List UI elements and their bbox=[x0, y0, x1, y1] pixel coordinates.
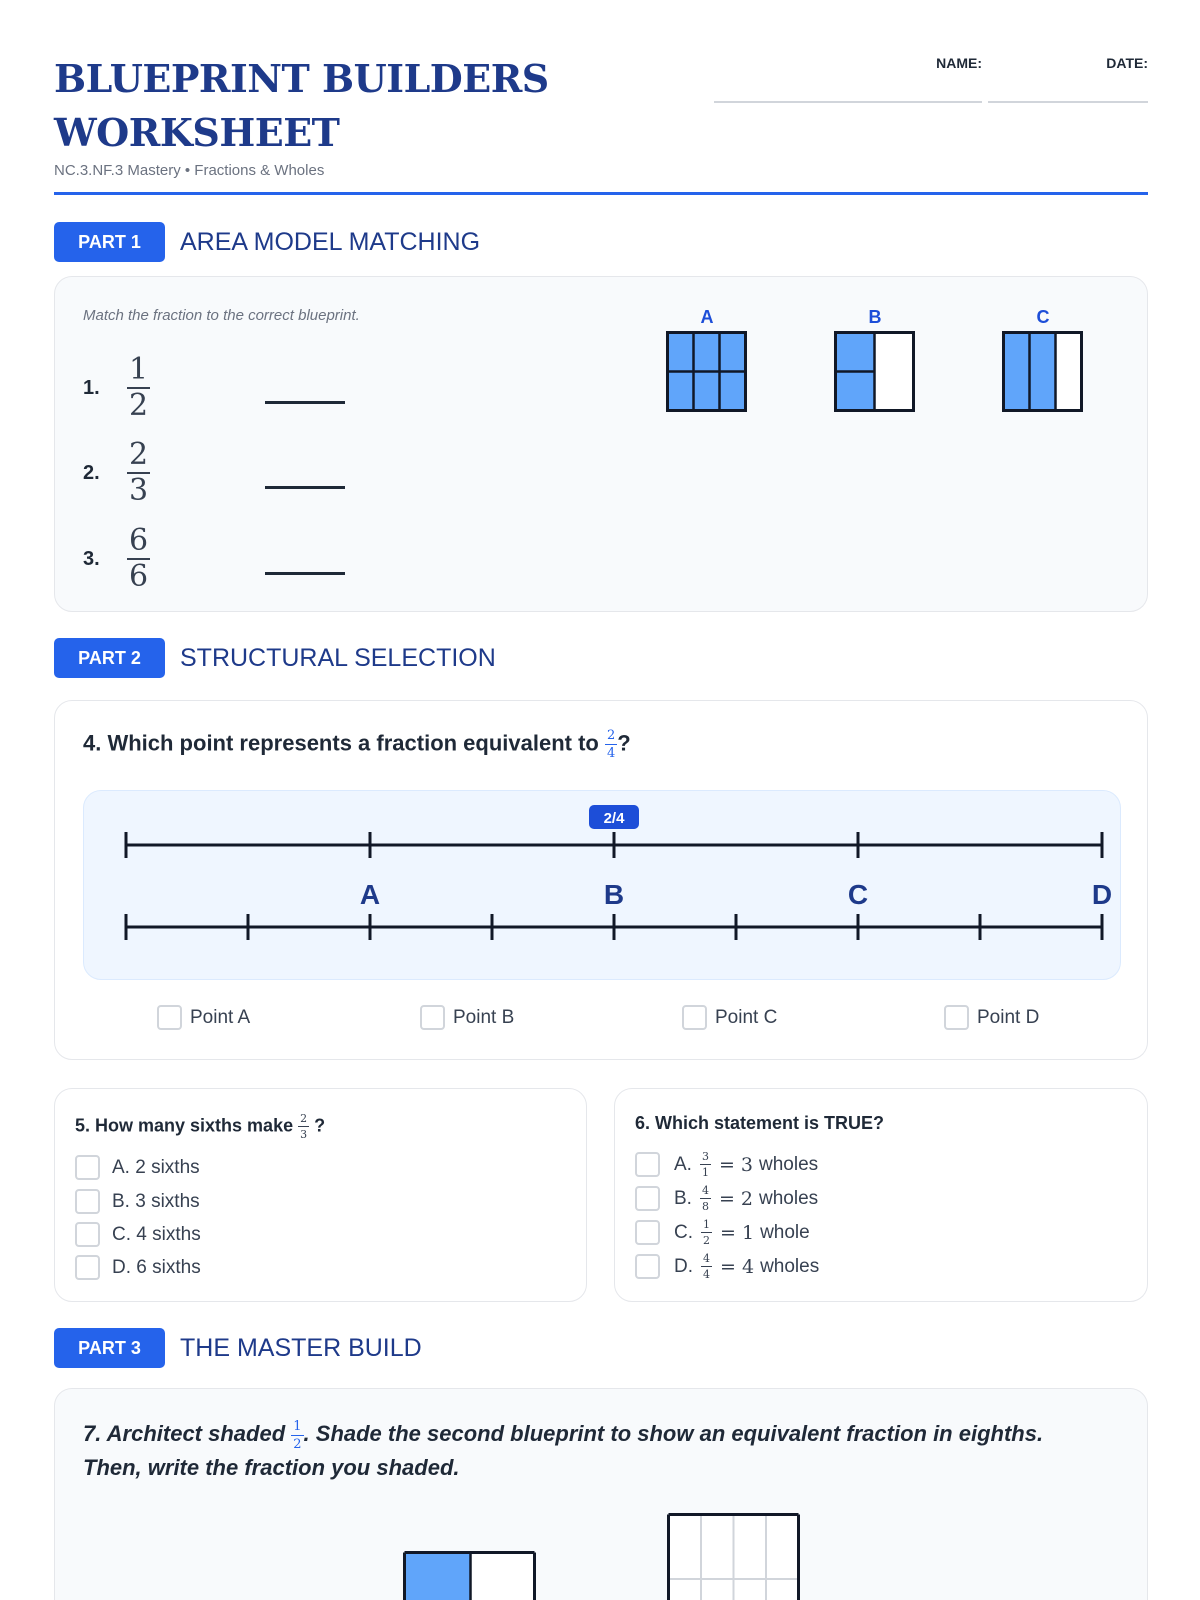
option-unit: wholes bbox=[759, 1153, 819, 1175]
page-title: BLUEPRINT BUILDERS WORKSHEET bbox=[54, 56, 549, 155]
answer-blank-2[interactable] bbox=[265, 486, 345, 489]
option-fraction bbox=[701, 1219, 712, 1246]
checkbox[interactable] bbox=[75, 1155, 100, 1180]
part3-heading bbox=[54, 1328, 422, 1368]
match-fraction bbox=[127, 523, 150, 594]
fraction-denominator: 3 bbox=[300, 1128, 308, 1141]
question-5-prefix: 5. How many sixths make bbox=[75, 1115, 294, 1136]
fraction-numerator: 2 bbox=[300, 1112, 308, 1125]
q5-option-b[interactable] bbox=[75, 1189, 200, 1214]
part1-title: AREA MODEL MATCHING bbox=[180, 227, 481, 256]
option-fraction bbox=[701, 1253, 712, 1280]
option-point-a[interactable] bbox=[157, 1005, 250, 1030]
question-7-card bbox=[54, 1388, 1148, 1600]
part2-heading bbox=[54, 638, 496, 678]
option-letter: A. bbox=[674, 1153, 692, 1175]
checkbox[interactable] bbox=[635, 1220, 660, 1245]
point-label-d: D bbox=[1091, 879, 1113, 910]
part1-instruction: Match the fraction to the correct blueprint. bbox=[83, 307, 360, 324]
fraction-denominator: 4 bbox=[607, 746, 616, 761]
option-value: = 1 bbox=[720, 1221, 755, 1244]
question-7-suffix: . Shade the second blueprint to show an equivalent fraction in eighths. Then, write the fraction you shaded. bbox=[83, 1421, 1044, 1480]
fraction-denominator: 1 bbox=[701, 1166, 709, 1179]
option-label: D. 6 sixths bbox=[112, 1256, 201, 1278]
option-label: Point D bbox=[977, 1006, 1040, 1028]
option-point-c[interactable] bbox=[682, 1005, 777, 1030]
blueprint-c bbox=[1002, 331, 1084, 413]
answer-blank-3[interactable] bbox=[265, 572, 345, 575]
checkbox[interactable] bbox=[420, 1005, 445, 1030]
option-point-b[interactable] bbox=[420, 1005, 514, 1030]
fraction-numerator: 4 bbox=[701, 1184, 709, 1197]
option-label: Point A bbox=[190, 1006, 251, 1028]
date-field[interactable] bbox=[988, 101, 1148, 103]
blueprint-a bbox=[666, 331, 748, 413]
question-5-suffix: ? bbox=[314, 1115, 326, 1136]
fraction-denominator: 2 bbox=[293, 1436, 302, 1452]
option-label: Point B bbox=[453, 1006, 515, 1028]
fraction-denominator: 6 bbox=[129, 559, 149, 594]
match-item-1 bbox=[83, 352, 150, 423]
q6-option-b[interactable] bbox=[635, 1185, 818, 1212]
option-label: B. 3 sixths bbox=[112, 1190, 200, 1212]
checkbox[interactable] bbox=[157, 1005, 182, 1030]
checkbox[interactable] bbox=[635, 1186, 660, 1211]
q6-option-c[interactable] bbox=[635, 1219, 810, 1246]
fraction-denominator: 2 bbox=[129, 388, 149, 423]
point-label-c: C bbox=[847, 879, 869, 910]
fraction-denominator: 8 bbox=[701, 1200, 709, 1213]
question-6-card bbox=[614, 1088, 1148, 1302]
fraction-denominator: 2 bbox=[703, 1234, 710, 1247]
q5-option-c[interactable] bbox=[75, 1222, 201, 1247]
option-label: C. 4 sixths bbox=[112, 1223, 201, 1245]
name-field[interactable] bbox=[714, 101, 982, 103]
shaded-blueprint bbox=[403, 1551, 537, 1600]
option-value: = 3 bbox=[718, 1153, 754, 1176]
question-5-fraction bbox=[298, 1113, 309, 1140]
fraction-numerator: 1 bbox=[129, 352, 149, 387]
option-label: Point C bbox=[715, 1006, 778, 1028]
option-unit: whole bbox=[760, 1221, 810, 1243]
page-subtitle: NC.3.NF.3 Mastery • Fractions & Wholes bbox=[54, 162, 325, 179]
question-4-suffix: ? bbox=[617, 730, 631, 756]
part3-title: THE MASTER BUILD bbox=[180, 1333, 422, 1362]
model-label-a: A bbox=[700, 307, 714, 327]
fraction-numerator: 1 bbox=[703, 1218, 710, 1231]
option-letter: B. bbox=[674, 1187, 692, 1209]
part1-badge: PART 1 bbox=[54, 222, 165, 262]
name-label: NAME: bbox=[936, 55, 982, 71]
option-point-d[interactable] bbox=[944, 1005, 1039, 1030]
match-number: 2. bbox=[83, 461, 100, 484]
match-number: 1. bbox=[83, 376, 100, 399]
number-line-panel bbox=[83, 790, 1121, 980]
empty-blueprint-eighths[interactable] bbox=[667, 1513, 801, 1600]
point-label-a: A bbox=[359, 879, 381, 910]
point-label-b: B bbox=[603, 879, 625, 910]
question-7-text bbox=[83, 1417, 1103, 1484]
fraction-denominator: 3 bbox=[129, 473, 149, 508]
option-value: = 2 bbox=[718, 1187, 754, 1210]
marker-label: 2/4 bbox=[603, 810, 625, 827]
fraction-numerator: 1 bbox=[293, 1418, 302, 1434]
match-number: 3. bbox=[83, 547, 100, 570]
option-unit: wholes bbox=[759, 1187, 819, 1209]
option-fraction bbox=[700, 1151, 711, 1178]
checkbox[interactable] bbox=[75, 1222, 100, 1247]
fraction-numerator: 4 bbox=[703, 1252, 710, 1265]
worksheet-header bbox=[54, 52, 1148, 195]
date-label: DATE: bbox=[1106, 55, 1148, 71]
option-fraction bbox=[700, 1185, 711, 1212]
fraction-numerator: 6 bbox=[129, 523, 149, 558]
model-label-c: C bbox=[1036, 307, 1050, 327]
checkbox[interactable] bbox=[75, 1189, 100, 1214]
match-item-3 bbox=[83, 523, 150, 594]
question-4-fraction bbox=[605, 729, 617, 760]
fraction-denominator: 4 bbox=[703, 1268, 710, 1281]
option-label: A. 2 sixths bbox=[112, 1156, 200, 1178]
answer-blank-1[interactable] bbox=[265, 401, 345, 404]
model-label-b: B bbox=[868, 307, 882, 327]
question-4-prefix: 4. Which point represents a fraction equivalent to bbox=[83, 730, 599, 756]
question-7-fraction bbox=[291, 1420, 303, 1451]
blueprint-b bbox=[834, 331, 916, 413]
q5-option-d[interactable] bbox=[75, 1255, 201, 1280]
part1-heading bbox=[54, 222, 480, 262]
number-lines bbox=[84, 791, 1122, 981]
option-value: = 4 bbox=[720, 1255, 755, 1278]
option-unit: wholes bbox=[760, 1255, 820, 1277]
question-5-card bbox=[54, 1088, 587, 1302]
q6-option-a[interactable] bbox=[635, 1151, 818, 1178]
fraction-numerator: 2 bbox=[129, 437, 149, 472]
match-item-2 bbox=[83, 437, 150, 508]
fraction-numerator: 2 bbox=[607, 728, 616, 743]
match-fraction bbox=[127, 352, 150, 423]
marker-badge bbox=[589, 805, 639, 829]
q6-option-d[interactable] bbox=[635, 1253, 819, 1280]
checkbox[interactable] bbox=[635, 1152, 660, 1177]
checkbox[interactable] bbox=[944, 1005, 969, 1030]
question-4-text bbox=[83, 729, 631, 760]
part1-card bbox=[54, 276, 1148, 612]
q5-option-a[interactable] bbox=[75, 1155, 200, 1180]
question-6-text: 6. Which statement is TRUE? bbox=[635, 1113, 885, 1133]
fraction-numerator: 3 bbox=[701, 1150, 709, 1163]
question-4-card bbox=[54, 700, 1148, 1060]
part2-title: STRUCTURAL SELECTION bbox=[180, 643, 496, 672]
match-fraction bbox=[127, 437, 150, 508]
checkbox[interactable] bbox=[75, 1255, 100, 1280]
part3-badge: PART 3 bbox=[54, 1328, 165, 1368]
option-letter: D. bbox=[674, 1255, 693, 1277]
checkbox[interactable] bbox=[682, 1005, 707, 1030]
part2-badge: PART 2 bbox=[54, 638, 165, 678]
question-7-prefix: 7. Architect shaded bbox=[83, 1421, 286, 1446]
option-letter: C. bbox=[674, 1221, 693, 1243]
checkbox[interactable] bbox=[635, 1254, 660, 1279]
question-5-text bbox=[75, 1113, 325, 1140]
